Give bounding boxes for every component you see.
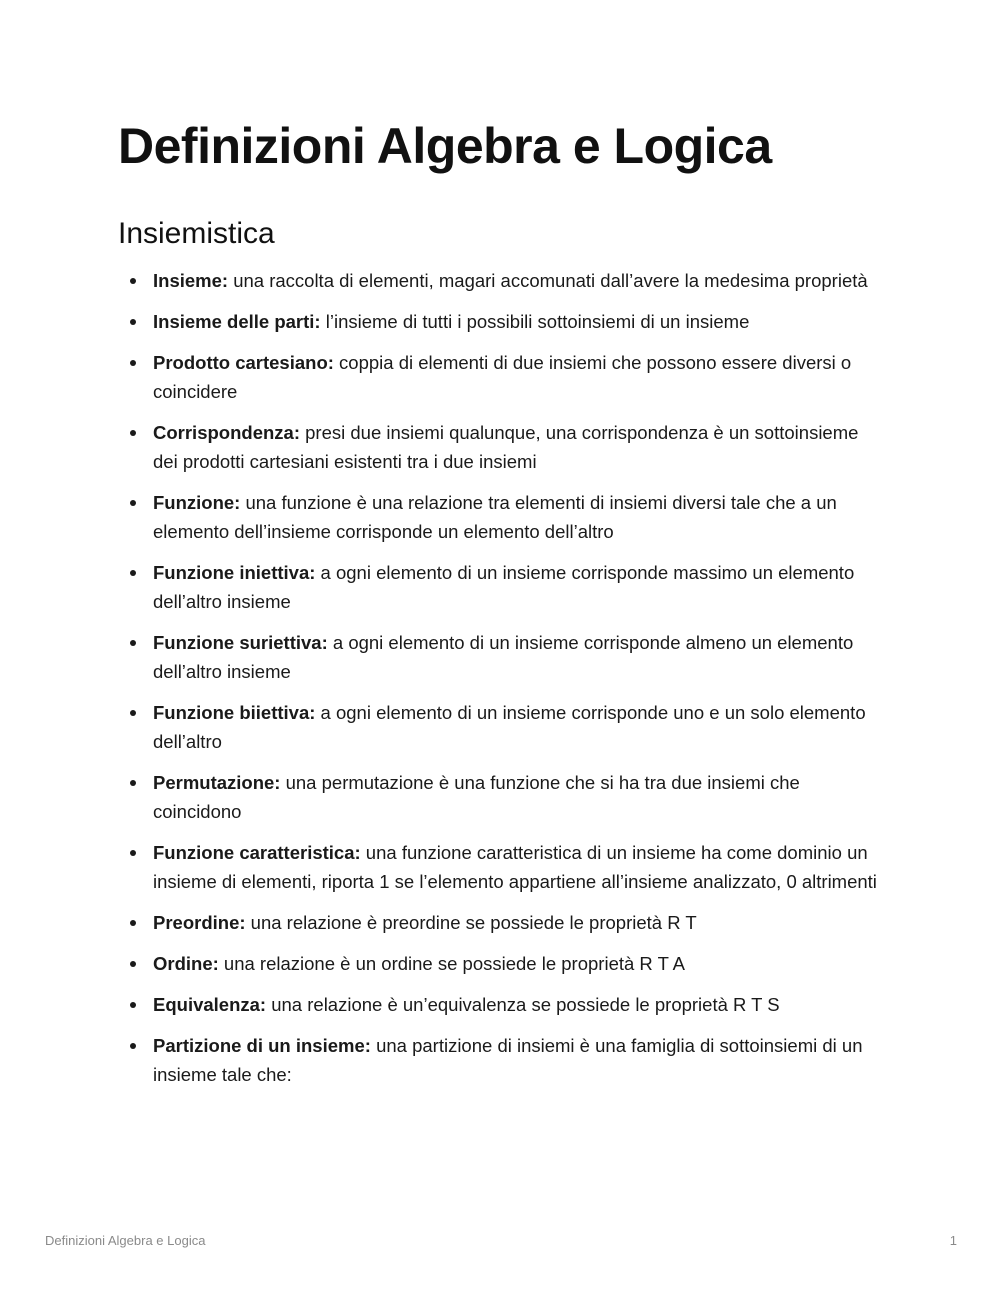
definition-text: coppia di elementi di due insiemi che possono essere diversi o coincidere bbox=[153, 352, 852, 402]
definition-text: una partizione di insiemi è una famiglia di sottoinsiemi di un insieme tale che: bbox=[153, 1035, 863, 1085]
definitions-list bbox=[118, 266, 888, 1089]
footer-document-title: Definizioni Algebra e Logica bbox=[45, 1233, 206, 1248]
definition-text: una funzione caratteristica di un insieme ha come dominio un insieme di elementi, riporta 1 se l’elemento appartiene all’insieme analizzato, 0 altrimenti bbox=[153, 842, 877, 892]
definition-text: una raccolta di elementi, magari accomunati dall’avere la medesima proprietà bbox=[228, 270, 868, 291]
definition-text: una funzione è una relazione tra elementi di insiemi diversi tale che a un elemento dell’insieme corrisponde un elemento dell’altro bbox=[153, 492, 837, 542]
list-item bbox=[118, 698, 888, 756]
bullet-icon bbox=[130, 570, 136, 576]
definition-term: Permutazione: bbox=[153, 772, 281, 793]
bullet-icon bbox=[130, 278, 136, 284]
list-item bbox=[118, 418, 888, 476]
definition-term: Funzione suriettiva: bbox=[153, 632, 328, 653]
definition-text: una relazione è preordine se possiede le proprietà R T bbox=[245, 912, 697, 933]
definition-text: a ogni elemento di un insieme corrisponde uno e un solo elemento dell’altro bbox=[153, 702, 866, 752]
bullet-icon bbox=[130, 1043, 136, 1049]
definition-term: Funzione iniettiva: bbox=[153, 562, 316, 583]
bullet-icon bbox=[130, 430, 136, 436]
definition-term: Funzione biiettiva: bbox=[153, 702, 316, 723]
definition-term: Funzione: bbox=[153, 492, 241, 513]
definition-text: presi due insiemi qualunque, una corrispondenza è un sottoinsieme dei prodotti cartesiani esistenti tra i due insiemi bbox=[153, 422, 859, 472]
footer-page-number: 1 bbox=[949, 1233, 957, 1248]
list-item bbox=[118, 558, 888, 616]
list-item bbox=[118, 908, 888, 937]
list-item bbox=[118, 628, 888, 686]
bullet-icon bbox=[130, 319, 136, 325]
bullet-icon bbox=[130, 961, 136, 967]
list-item bbox=[118, 990, 888, 1019]
bullet-icon bbox=[130, 640, 136, 646]
list-item bbox=[118, 768, 888, 826]
definition-text: una relazione è un ordine se possiede le proprietà R T A bbox=[218, 953, 686, 974]
bullet-icon bbox=[130, 1002, 136, 1008]
bullet-icon bbox=[130, 360, 136, 366]
list-item bbox=[118, 949, 888, 978]
definition-term: Prodotto cartesiano: bbox=[153, 352, 334, 373]
definition-text: l’insieme di tutti i possibili sottoinsiemi di un insieme bbox=[320, 311, 750, 332]
definition-text: a ogni elemento di un insieme corrisponde massimo un elemento dell’altro insieme bbox=[153, 562, 855, 612]
list-item bbox=[118, 307, 888, 336]
definition-text: una relazione è un’equivalenza se possiede le proprietà R T S bbox=[266, 994, 780, 1015]
definition-term: Equivalenza: bbox=[153, 994, 267, 1015]
definition-term: Insieme delle parti: bbox=[153, 311, 321, 332]
bullet-icon bbox=[130, 780, 136, 786]
list-item bbox=[118, 1031, 888, 1089]
definition-term: Preordine: bbox=[153, 912, 246, 933]
page-title: Definizioni Algebra e Logica bbox=[118, 118, 772, 174]
list-item bbox=[118, 348, 888, 406]
bullet-icon bbox=[130, 500, 136, 506]
bullet-icon bbox=[130, 850, 136, 856]
bullet-icon bbox=[130, 920, 136, 926]
definition-term: Funzione caratteristica: bbox=[153, 842, 361, 863]
list-item bbox=[118, 488, 888, 546]
definition-term: Corrispondenza: bbox=[153, 422, 300, 443]
bullet-icon bbox=[130, 710, 136, 716]
page-content bbox=[118, 112, 888, 1101]
section-heading-insiemistica: Insiemistica bbox=[118, 217, 275, 250]
list-item bbox=[118, 266, 888, 295]
definition-term: Insieme: bbox=[153, 270, 229, 291]
definition-text: a ogni elemento di un insieme corrisponde almeno un elemento dell’altro insieme bbox=[153, 632, 854, 682]
definition-term: Partizione di un insieme: bbox=[153, 1035, 371, 1056]
definition-term: Ordine: bbox=[153, 953, 219, 974]
list-item bbox=[118, 838, 888, 896]
definition-text: una permutazione è una funzione che si ha tra due insiemi che coincidono bbox=[153, 772, 800, 822]
